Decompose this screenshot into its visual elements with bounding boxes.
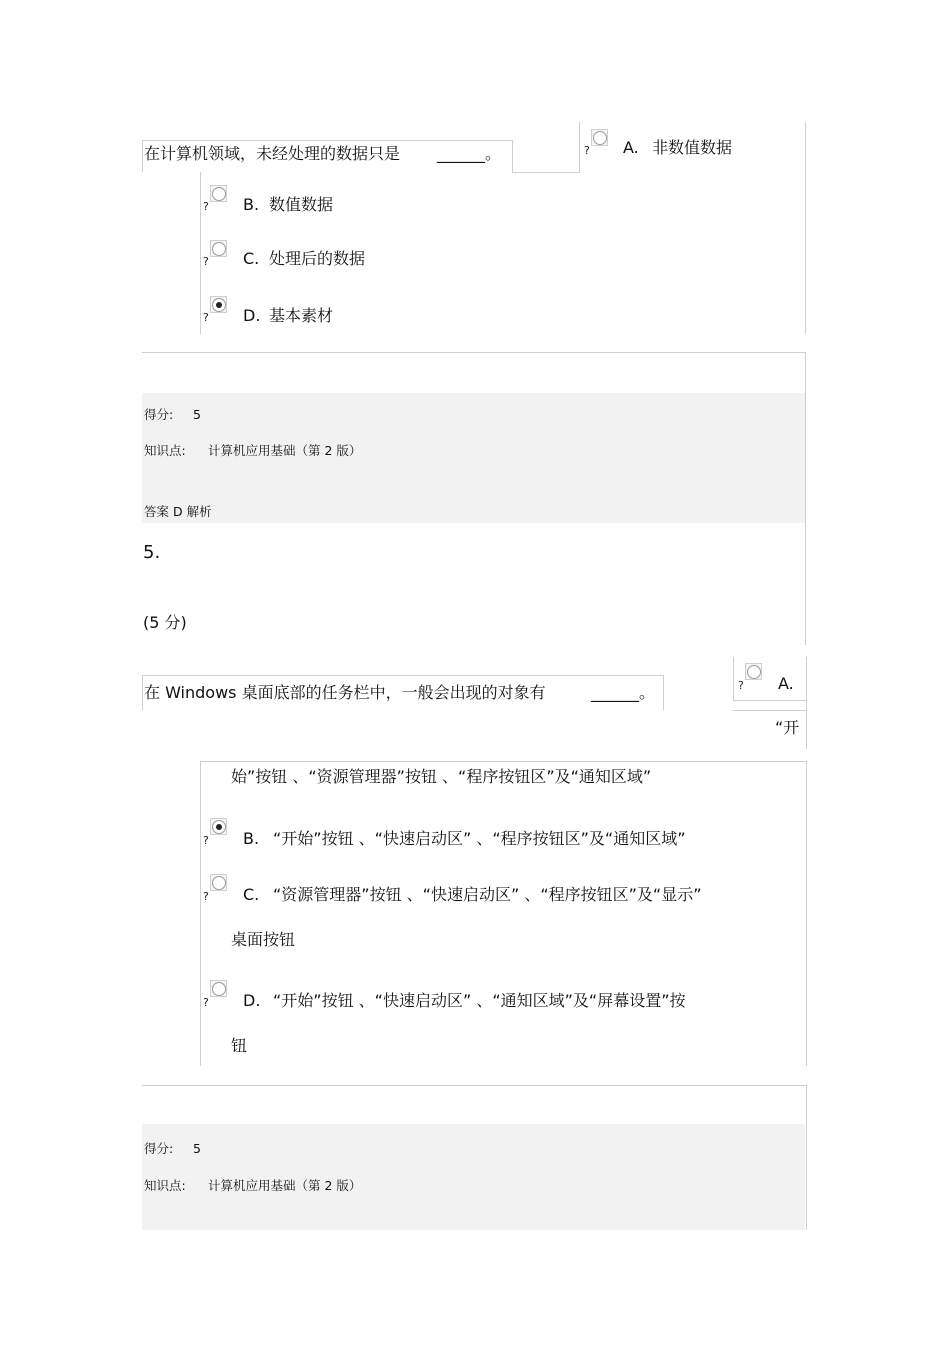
q4-score-value: 5	[193, 407, 201, 422]
q4-options-left-border	[200, 172, 201, 334]
q4-option-d-radio-selected[interactable]	[212, 298, 226, 312]
q5-options-top-border	[200, 761, 806, 762]
q5-option-b-radio-selected[interactable]	[212, 820, 226, 834]
q5-option-a-right-border	[806, 657, 807, 749]
q4-option-a-radio[interactable]	[593, 131, 607, 145]
q5-score-area	[142, 1124, 805, 1230]
q5-option-a-divider	[733, 700, 806, 701]
q5-blank: ______。	[591, 683, 656, 702]
q5-option-a-left-border	[733, 657, 734, 701]
q5-stem-top-border	[142, 675, 663, 676]
q5-option-d-text-line1: “开始”按钮 、“快速启动区” 、“通知区域”及“屏幕设置”按	[273, 991, 686, 1010]
q4-score-label: 得分:	[144, 407, 174, 422]
q4-option-a-qmark: ?	[584, 144, 590, 157]
q4-option-c-radio[interactable]	[212, 242, 226, 256]
q5-option-c-text-line1: “资源管理器”按钮 、“快速启动区” 、“程序按钮区”及“显示”	[273, 885, 702, 904]
q4-option-c-text: 处理后的数据	[269, 249, 366, 268]
q4-answer-line: 答案 D 解析	[144, 504, 212, 519]
q5-option-a-text-line2: 始”按钮 、“资源管理器”按钮 、“程序按钮区”及“通知区域”	[231, 767, 652, 786]
q4-result-top-border	[142, 352, 806, 353]
q4-stem: 在计算机领域，未经处理的数据只是	[144, 144, 401, 163]
q5-option-c-key: C.	[243, 885, 260, 904]
q5-stem-right-border	[663, 675, 664, 710]
radio-selected-dot	[216, 302, 222, 308]
q5-option-b-qmark: ?	[203, 834, 209, 847]
q5-option-d-qmark: ?	[203, 996, 209, 1009]
q5-points: (5 分)	[143, 613, 187, 632]
q4-knowledge-value: 计算机应用基础（第 2 版）	[208, 443, 362, 458]
q4-option-c-key: C.	[243, 249, 260, 268]
q4-stem-divider	[579, 122, 580, 173]
q5-number: 5.	[143, 542, 161, 563]
q4-option-d-qmark: ?	[203, 311, 209, 324]
q5-option-b-key: B.	[243, 829, 260, 848]
q5-result-right-border	[806, 1085, 807, 1230]
q5-score-label: 得分:	[144, 1141, 174, 1156]
q5-knowledge-label: 知识点:	[144, 1178, 186, 1193]
q4-right-border	[805, 122, 806, 334]
q4-stem-top-border	[142, 140, 512, 141]
q5-option-d-key: D.	[243, 991, 261, 1010]
q5-option-b-text: “开始”按钮 、“快速启动区” 、“程序按钮区”及“通知区域”	[273, 829, 686, 848]
q5-options-left-border	[200, 761, 201, 1066]
q5-knowledge-value: 计算机应用基础（第 2 版）	[208, 1178, 362, 1193]
q5-stem-left-border	[142, 675, 143, 710]
q4-option-d-key: D.	[243, 306, 261, 325]
q4-knowledge-label: 知识点:	[144, 443, 186, 458]
q5-score-value: 5	[193, 1141, 201, 1156]
q5-option-a-divider-2	[733, 710, 806, 711]
q5-result-top-border	[142, 1085, 806, 1086]
q5-option-a-radio[interactable]	[747, 665, 761, 679]
q4-option-c-qmark: ?	[203, 255, 209, 268]
q4-option-b-text: 数值数据	[269, 195, 334, 214]
q4-option-d-text: 基本素材	[269, 306, 334, 325]
q4-option-a-key: A.	[623, 138, 639, 157]
q4-stem-right-border	[512, 140, 513, 173]
q4-stem-bottom-border	[512, 172, 579, 173]
q5-option-c-radio[interactable]	[212, 876, 226, 890]
q5-option-d-text-line2: 钮	[231, 1036, 248, 1055]
q4-blank: ______。	[437, 144, 502, 163]
q5-stem: 在 Windows 桌面底部的任务栏中，一般会出现的对象有	[144, 683, 546, 702]
q5-option-a-text-line1: “开	[775, 718, 800, 737]
q4-option-b-radio[interactable]	[212, 187, 226, 201]
q5-option-c-text-line2: 桌面按钮	[231, 930, 296, 949]
radio-selected-dot	[216, 824, 222, 830]
q4-option-b-qmark: ?	[203, 200, 209, 213]
q5-option-a-key: A.	[778, 674, 794, 693]
q4-option-a-text: 非数值数据	[652, 138, 733, 157]
q4-option-b-key: B.	[243, 195, 260, 214]
q4-stem-left-border	[142, 140, 143, 172]
q5-options-right-border	[806, 761, 807, 1066]
q5-option-d-radio[interactable]	[212, 982, 226, 996]
q5-option-c-qmark: ?	[203, 890, 209, 903]
q5-option-a-qmark: ?	[738, 679, 744, 692]
